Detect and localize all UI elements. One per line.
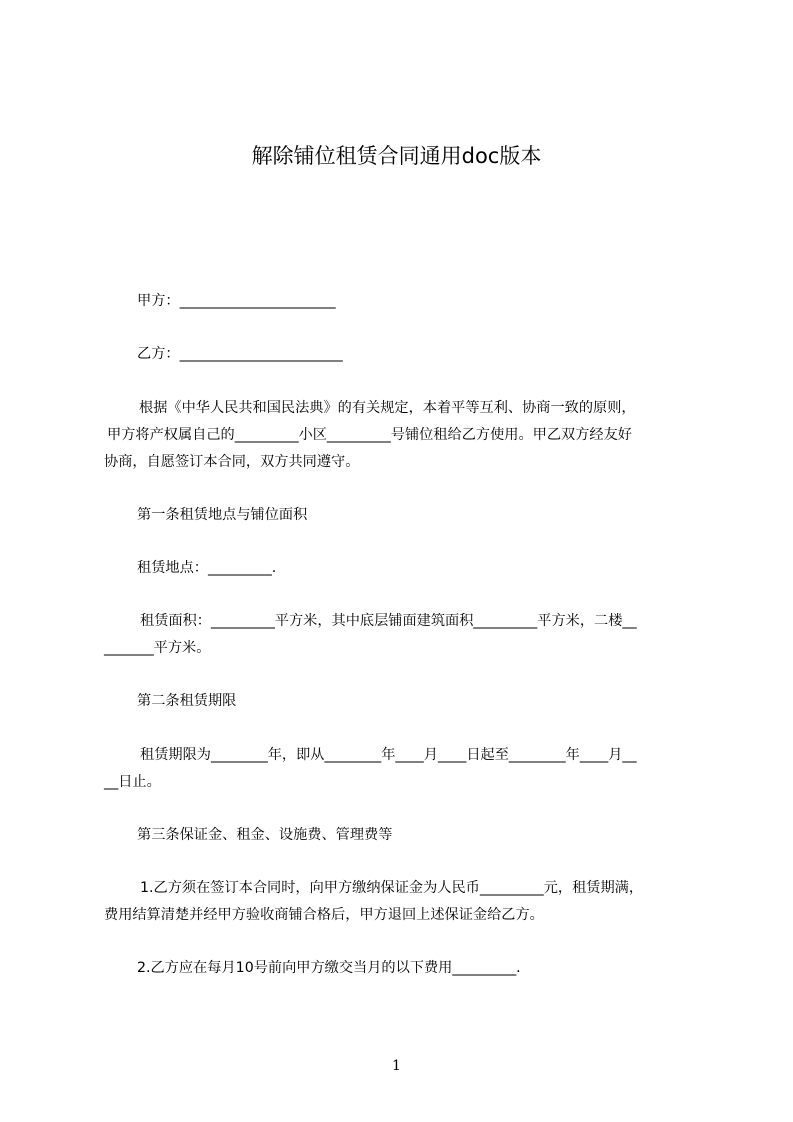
preamble-line-1: 根据《中华人民共和国民法典》的有关规定，本着平等互利、协商一致的原则， <box>139 400 636 416</box>
page-number: 1 <box>392 1058 401 1074</box>
party-b-line: 乙方：_______________________ <box>137 346 343 362</box>
preamble-line-3: 协商，自愿签订本合同，双方共同遵守。 <box>104 454 360 470</box>
article-3-heading: 第三条保证金、租金、设施费、管理费等 <box>137 827 393 843</box>
rental-term-line-1: 租赁期限为________年，即从________年____月____日起至________年____月__ <box>140 747 637 763</box>
rental-area-line-2: _______平方米。 <box>104 640 211 656</box>
deposit-clause-line-1: 1.乙方须在签订本合同时，向甲方缴纳保证金为人民币_________元，租赁期满， <box>140 880 644 896</box>
document-title: 解除铺位租赁合同通用doc版本 <box>251 144 542 168</box>
article-1-heading: 第一条租赁地点与铺位面积 <box>137 507 308 523</box>
rental-area-line-1: 租赁面积：_________平方米，其中底层铺面建筑面积_________平方米，二楼__ <box>140 613 637 629</box>
rental-term-line-2: __日止。 <box>104 774 161 790</box>
rental-location-line: 租赁地点：_________. <box>137 560 277 576</box>
party-a-line: 甲方：______________________ <box>137 293 336 309</box>
deposit-clause-line-2: 费用结算清楚并经甲方验收商铺合格后，甲方退回上述保证金给乙方。 <box>104 907 544 923</box>
preamble-line-2: 甲方将产权属自己的_________小区_________号铺位租给乙方使用。甲乙双方经友好 <box>107 427 632 443</box>
article-2-heading: 第二条租赁期限 <box>137 693 237 709</box>
monthly-fee-clause: 2.乙方应在每月10号前向甲方缴交当月的以下费用_________. <box>137 960 521 976</box>
